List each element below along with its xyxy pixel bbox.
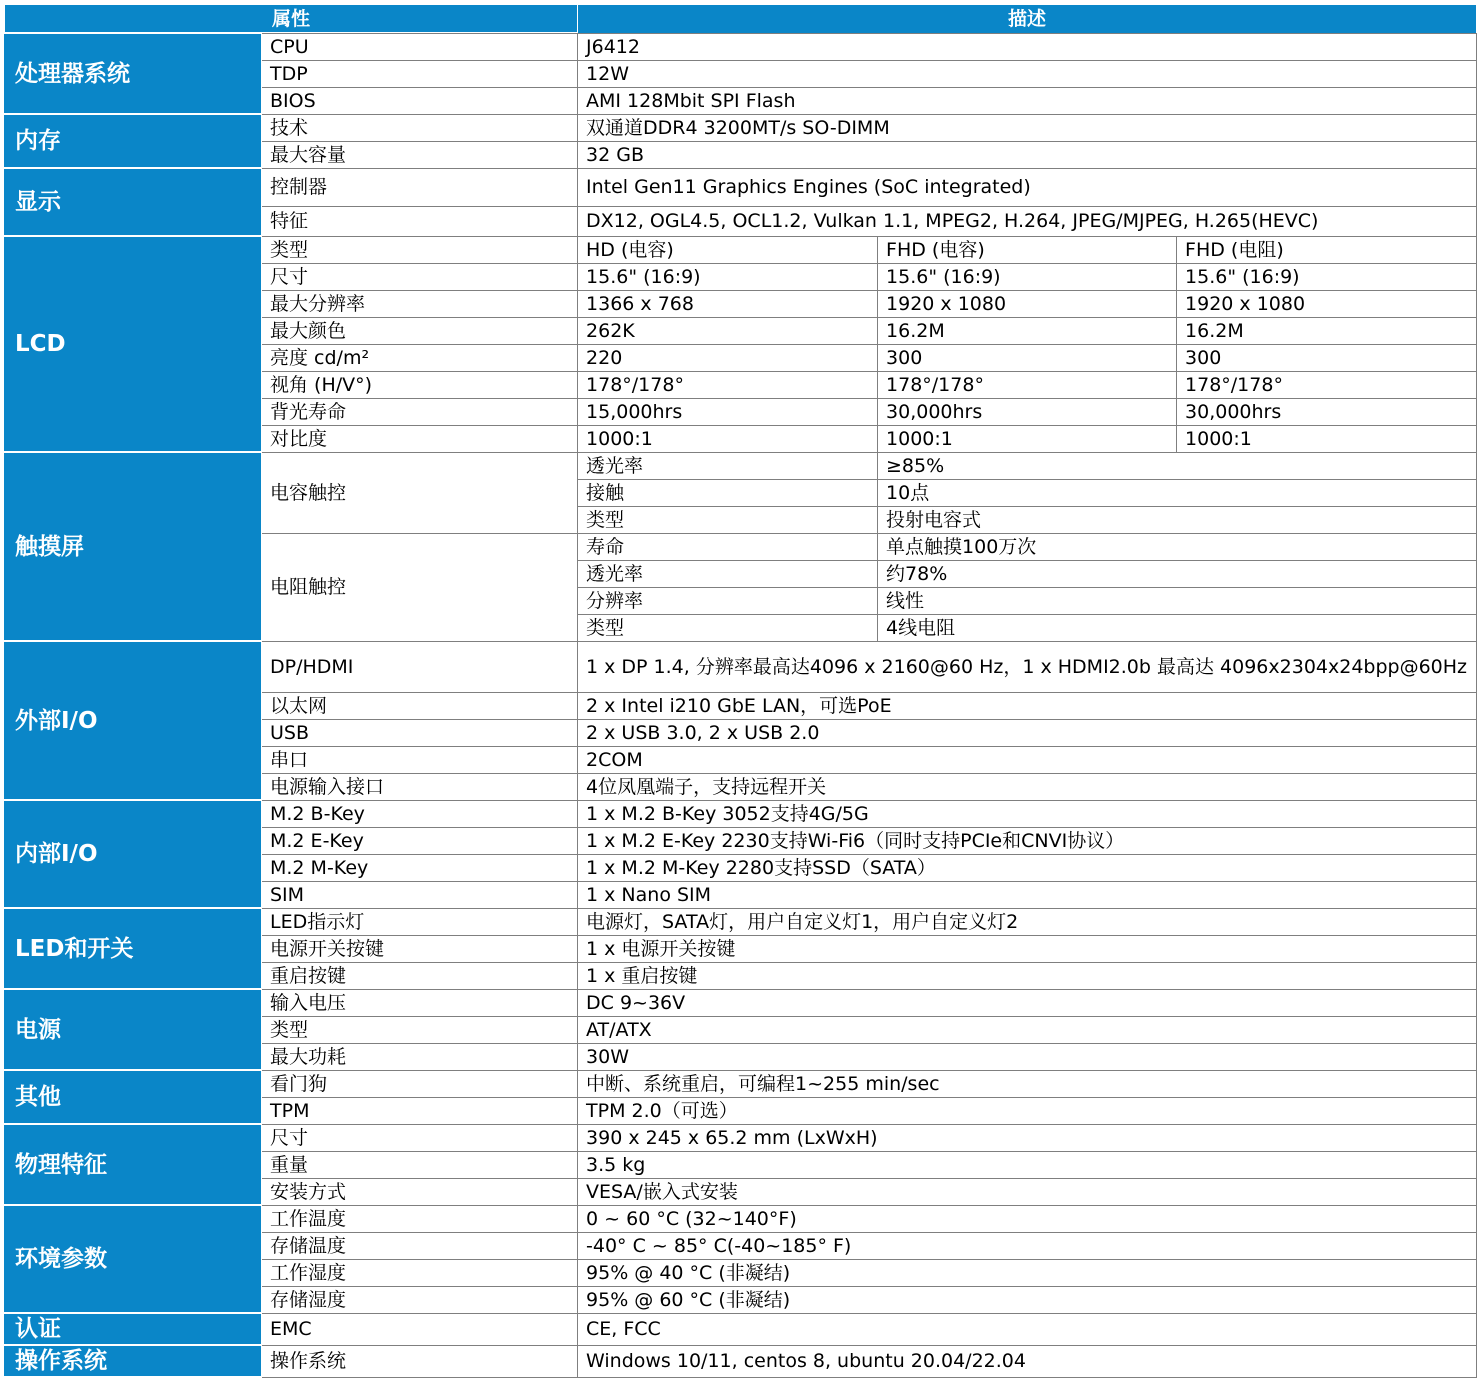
power-row [5,989,1477,1016]
row-value: 95% @ 60 °C (非凝结) [578,1286,1477,1313]
touch-resistive-label: 电阻触控 [262,533,578,641]
row-label: 类型 [262,236,578,263]
row-label: BIOS [262,87,578,114]
row-label: EMC [262,1313,578,1345]
ext-io-row [5,641,1477,692]
touch-value: 线性 [878,587,1477,614]
category-ext-io: 外部I/O [5,641,262,800]
row-value: TPM 2.0（可选） [578,1097,1477,1124]
header-desc: 描述 [578,5,1477,34]
category-env: 环境参数 [5,1205,262,1313]
row-value: DC 9~36V [578,989,1477,1016]
row-label: TPM [262,1097,578,1124]
row-label: 重启按键 [262,962,578,989]
category-other: 其他 [5,1070,262,1124]
lcd-value-hd: 1000:1 [578,425,878,452]
header-row [5,5,1477,34]
category-cert: 认证 [5,1313,262,1345]
category-cpu: 处理器系统 [5,33,262,114]
header-attr: 属性 [5,5,578,34]
row-label: 看门狗 [262,1070,578,1097]
env-row [5,1205,1477,1232]
row-label: 存储温度 [262,1232,578,1259]
row-value: DX12, OGL4.5, OCL1.2, Vulkan 1.1, MPEG2, H.264, JPEG/MJPEG, H.265(HEVC) [578,206,1477,236]
row-value: CE, FCC [578,1313,1477,1345]
row-value: AT/ATX [578,1016,1477,1043]
lcd-value-hd: 15.6" (16:9) [578,263,878,290]
lcd-value-fhd-cap: 300 [878,344,1177,371]
lcd-value-fhd-res: 15.6" (16:9) [1177,263,1477,290]
row-label: 工作温度 [262,1205,578,1232]
touch-key: 透光率 [578,560,878,587]
row-value: 30W [578,1043,1477,1070]
row-value: 3.5 kg [578,1151,1477,1178]
row-value: 2 x Intel i210 GbE LAN，可选PoE [578,692,1477,719]
lcd-value-fhd-cap: FHD (电容) [878,236,1177,263]
row-label: 类型 [262,1016,578,1043]
row-label: 最大颜色 [262,317,578,344]
row-label: 视角 (H/V°) [262,371,578,398]
row-label: 尺寸 [262,1124,578,1151]
row-label: 输入电压 [262,989,578,1016]
lcd-value-hd: 220 [578,344,878,371]
touch-key: 接触 [578,479,878,506]
lcd-value-fhd-cap: 30,000hrs [878,398,1177,425]
category-memory: 内存 [5,114,262,168]
lcd-value-fhd-cap: 178°/178° [878,371,1177,398]
category-physical: 物理特征 [5,1124,262,1205]
lcd-value-fhd-res: 1920 x 1080 [1177,290,1477,317]
display-row [5,168,1477,206]
lcd-value-fhd-cap: 16.2M [878,317,1177,344]
row-label: 最大功耗 [262,1043,578,1070]
row-label: TDP [262,60,578,87]
row-label: 对比度 [262,425,578,452]
row-label: M.2 E-Key [262,827,578,854]
row-label: 最大容量 [262,141,578,168]
lcd-value-hd: 178°/178° [578,371,878,398]
row-value: 2COM [578,746,1477,773]
category-int-io: 内部I/O [5,800,262,908]
row-value: 中断、系统重启，可编程1~255 min/sec [578,1070,1477,1097]
touch-value: 投射电容式 [878,506,1477,533]
category-display: 显示 [5,168,262,236]
lcd-value-fhd-cap: 1000:1 [878,425,1177,452]
physical-row [5,1124,1477,1151]
row-label: 控制器 [262,168,578,206]
row-value: J6412 [578,33,1477,60]
row-value: 32 GB [578,141,1477,168]
row-value: 1 x Nano SIM [578,881,1477,908]
category-led: LED和开关 [5,908,262,989]
spec-table [4,4,1477,1378]
row-value: Intel Gen11 Graphics Engines (SoC integrated) [578,168,1477,206]
touch-key: 寿命 [578,533,878,560]
lcd-value-fhd-res: FHD (电阻) [1177,236,1477,263]
touch-row [5,452,1477,479]
cert-row [5,1313,1477,1345]
lcd-row [5,236,1477,263]
touch-value: 约78% [878,560,1477,587]
lcd-value-fhd-res: 16.2M [1177,317,1477,344]
other-row [5,1070,1477,1097]
row-value: 1 x DP 1.4, 分辨率最高达4096 x 2160@60 Hz，1 x HDMI2.0b 最高达 4096x2304x24bpp@60Hz [578,641,1477,692]
row-value: -40° C ~ 85° C(-40~185° F) [578,1232,1477,1259]
row-label: 存储湿度 [262,1286,578,1313]
category-os: 操作系统 [5,1345,262,1377]
row-label: 背光寿命 [262,398,578,425]
touch-key: 分辨率 [578,587,878,614]
row-label: 最大分辨率 [262,290,578,317]
lcd-value-fhd-res: 178°/178° [1177,371,1477,398]
int-io-row [5,800,1477,827]
row-value: 390 x 245 x 65.2 mm (LxWxH) [578,1124,1477,1151]
row-value: 12W [578,60,1477,87]
row-value: 0 ~ 60 °C (32~140°F) [578,1205,1477,1232]
lcd-value-hd: HD (电容) [578,236,878,263]
row-label: CPU [262,33,578,60]
lcd-value-hd: 262K [578,317,878,344]
spec-sheet [4,4,1476,1378]
lcd-value-fhd-cap: 15.6" (16:9) [878,263,1177,290]
category-lcd: LCD [5,236,262,452]
category-touch: 触摸屏 [5,452,262,641]
row-value: 电源灯，SATA灯，用户自定义灯1，用户自定义灯2 [578,908,1477,935]
row-value: VESA/嵌入式安装 [578,1178,1477,1205]
category-power: 电源 [5,989,262,1070]
touch-value: 4线电阻 [878,614,1477,641]
row-label: USB [262,719,578,746]
touch-key: 透光率 [578,452,878,479]
row-label: SIM [262,881,578,908]
row-value: 双通道DDR4 3200MT/s SO-DIMM [578,114,1477,141]
touch-value: ≥85% [878,452,1477,479]
row-label: M.2 B-Key [262,800,578,827]
row-value: AMI 128Mbit SPI Flash [578,87,1477,114]
row-label: 串口 [262,746,578,773]
row-label: 以太网 [262,692,578,719]
row-label: 电源开关按键 [262,935,578,962]
row-value: 95% @ 40 °C (非凝结) [578,1259,1477,1286]
lcd-value-fhd-res: 1000:1 [1177,425,1477,452]
lcd-value-fhd-res: 300 [1177,344,1477,371]
lcd-value-fhd-cap: 1920 x 1080 [878,290,1177,317]
lcd-value-fhd-res: 30,000hrs [1177,398,1477,425]
row-value: 1 x 重启按键 [578,962,1477,989]
row-value: 2 x USB 3.0, 2 x USB 2.0 [578,719,1477,746]
led-row [5,908,1477,935]
cpu-row [5,33,1477,60]
row-label: 技术 [262,114,578,141]
lcd-value-hd: 1366 x 768 [578,290,878,317]
row-value: Windows 10/11, centos 8, ubuntu 20.04/22.04 [578,1345,1477,1377]
row-label: LED指示灯 [262,908,578,935]
lcd-value-hd: 15,000hrs [578,398,878,425]
memory-row [5,114,1477,141]
row-value: 1 x M.2 M-Key 2280支持SSD（SATA） [578,854,1477,881]
touch-capacitive-label: 电容触控 [262,452,578,533]
row-value: 1 x 电源开关按键 [578,935,1477,962]
touch-value: 10点 [878,479,1477,506]
row-value: 4位凤凰端子，支持远程开关 [578,773,1477,800]
row-label: 特征 [262,206,578,236]
touch-key: 类型 [578,506,878,533]
row-label: 尺寸 [262,263,578,290]
touch-key: 类型 [578,614,878,641]
row-label: 重量 [262,1151,578,1178]
row-label: DP/HDMI [262,641,578,692]
os-row [5,1345,1477,1377]
row-value: 1 x M.2 E-Key 2230支持Wi-Fi6（同时支持PCIe和CNVI协议） [578,827,1477,854]
row-label: 操作系统 [262,1345,578,1377]
row-label: 安装方式 [262,1178,578,1205]
row-label: M.2 M-Key [262,854,578,881]
row-value: 1 x M.2 B-Key 3052支持4G/5G [578,800,1477,827]
row-label: 电源输入接口 [262,773,578,800]
touch-value: 单点触摸100万次 [878,533,1477,560]
row-label: 工作湿度 [262,1259,578,1286]
row-label: 亮度 cd/m² [262,344,578,371]
